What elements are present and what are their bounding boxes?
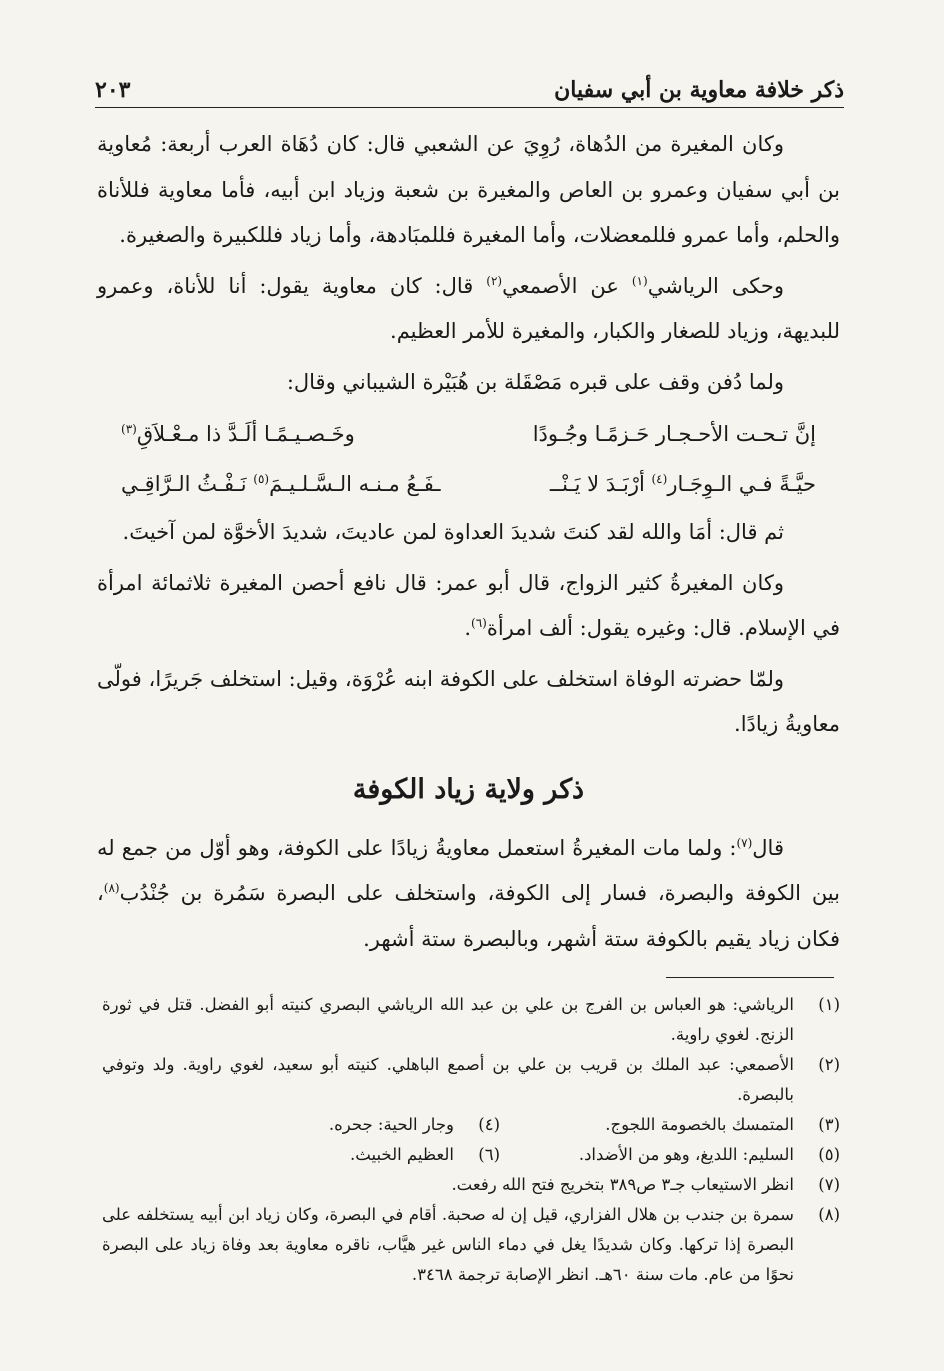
footnote-3 (500, 1110, 840, 1140)
paragraph-ziyad-c: ، فكان زياد يقيم بالكوفة ستة أشهر، وبالبصرة ستة أشهر. (97, 881, 840, 951)
footnote-ref-7[interactable]: (٧) (736, 835, 753, 850)
page-number: ٢٠٣ (95, 77, 131, 103)
running-title: ذكر خلافة معاوية بن أبي سفيان (554, 77, 844, 103)
paragraph-burial: ولما دُفن وقف على قبره مَصْقَلة بن هُبَيْرة الشيباني وقال: (286, 369, 784, 394)
footnote-ref-3[interactable]: (٣) (121, 422, 137, 437)
footnote-text: انظر الاستيعاب جـ٣ ص٣٨٩ بتخريج فتح الله رفعت. (451, 1175, 794, 1194)
paragraph-riyashi-a: وحكى الرياشي (647, 273, 784, 298)
footnote-number: (٥) (818, 1145, 840, 1164)
footnote-2 (102, 1050, 840, 1110)
footnote-text: الرياشي: هو العباس بن الفرج بن علي بن عبد الله الرياشي البصري كنيته أبو الفضل. قتل في ثورة الزنج. لغوي راوية. (102, 995, 795, 1044)
verse-2-second-hemistich (121, 462, 441, 508)
footnote-number: (٤) (478, 1115, 500, 1134)
section-title: ذكر ولاية زياد الكوفة (352, 773, 585, 805)
footnote-number: (١) (818, 995, 840, 1014)
paragraph-riyashi-c: قال: كان معاوية يقول: أنا للأناة، وعمرو للبديهة، وزياد للصغار والكبار، والمغيرة للأمر العظيم. (97, 273, 840, 343)
poem-verse-1 (121, 410, 816, 460)
footnote-separator (666, 977, 834, 978)
verse-1-second-text: وخَـصـيـمًـا ألَـدَّ ذا مـعْـلاَقِ (136, 422, 355, 447)
footnotes (102, 990, 840, 1290)
verse-1-first-hemistich: إنَّ تـحـت الأحـجـار حَـزمًـا وجُـودًا (532, 422, 816, 447)
footnote-text: العظيم الخبيث. (350, 1145, 454, 1164)
paragraph-death: ولمّا حضرته الوفاة استخلف على الكوفة ابنه عُرْوَة، وقيل: استخلف جَريرًا، فولّى معاويةُ زيادًا. (97, 666, 840, 736)
footnote-7 (102, 1170, 840, 1200)
footnote-text: سمرة بن جندب بن هلال الفزاري، قيل إن له صحبة. أقام في البصرة، وكان زياد ابن أبيه يستخلفه على البصرة إذا تركها. وكان شديدًا يغل في دماء الناس غير هيَّاب، ناقره معاوية بعد وفاة زياد على البصرة نحوًا من عام. مات سنة ٦٠هـ. انظر الإصابة ترجمة ٣٤٦٨. (102, 1205, 794, 1284)
footnote-8 (102, 1200, 840, 1290)
paragraph-ziyad (97, 826, 840, 963)
verse-2-first-text-b: أرْبَـدَ لا يَـنْــ (549, 472, 645, 497)
paragraph-duhat: وكان المغيرة من الدُهاة، رُوِيَ عن الشعبي قال: كان دُهَاة العرب أربعة: مُعاوية بن أبي سفيان وعمرو بن العاص والمغيرة بن شعبة وزياد ابن أبيه، فأما معاوية فللأناة والحلم، وأما عمرو فللمعضلات، وأما المغيرة فللمبَادهة، وأما زياد فللكبيرة والصغيرة. (97, 132, 840, 247)
footnote-ref-4[interactable]: (٤) (651, 472, 668, 487)
poem-verse-2 (121, 460, 816, 510)
footnote-4 (160, 1110, 500, 1140)
verse-1-second-hemistich (121, 412, 355, 458)
footnote-ref-1[interactable]: (١) (631, 273, 648, 288)
paragraph-ziyad-b: : ولما مات المغيرةُ استعمل معاويةُ زيادًا على الكوفة، وهو أوّل من جمع له بين الكوفة والبصرة، فسار إلى الكوفة، واستخلف على البصرة سَمُرة بن جُنْدُب (97, 835, 840, 905)
footnote-pair-3-4 (102, 1110, 840, 1140)
footnote-6 (160, 1140, 500, 1170)
footnote-1 (102, 990, 840, 1050)
footnote-number: (٧) (818, 1175, 840, 1194)
paragraph-marriage: وكان المغيرةُ كثير الزواج، قال أبو عمر: قال نافع أحصن المغيرة ثلاثمائة امرأة في الإسلام. قال: وغيره يقول: ألف امرأة$^{(٦)}$. (97, 570, 840, 640)
footnote-number: (٨) (818, 1205, 840, 1224)
verse-2-first-hemistich (550, 462, 816, 508)
footnote-ref-5[interactable]: (٥) (253, 472, 270, 487)
paragraph-ziyad-a: قال (752, 835, 784, 860)
footnote-text: الأصمعي: عبد الملك بن قريب بن علي بن أصمع الباهلي. كنيته أبو سعيد، لغوي راوية. ولد وتوفي بالبصرة. (102, 1055, 794, 1104)
poem (97, 410, 840, 510)
page-header (95, 68, 844, 108)
verse-2-first-text-a: حيَّـةً فـي الـوِجَـار (667, 472, 816, 497)
footnote-5 (500, 1140, 840, 1170)
paragraph-riyashi-b: عن الأصمعي (502, 273, 619, 298)
footnote-pair-5-6 (102, 1140, 840, 1170)
footnote-text: السليم: اللديغ، وهو من الأضداد. (578, 1145, 794, 1164)
paragraph-riyashi (97, 264, 840, 355)
verse-2-second-text-b: نَـفْـثُ الـرَّاقِـي (121, 472, 247, 497)
footnote-text: المتمسك بالخصومة اللجوج. (605, 1115, 794, 1134)
paragraph-enmity: ثم قال: أمَا والله لقد كنتَ شديدَ العداوة لمن عاديتَ، شديدَ الأخوَّة لمن آخيتَ. (122, 520, 784, 544)
footnote-ref-6[interactable]: (٦) (471, 616, 487, 630)
footnote-ref-2[interactable]: (٢) (486, 273, 503, 288)
footnote-number: (٦) (478, 1145, 500, 1164)
footnote-text: وجار الحية: جحره. (328, 1115, 454, 1134)
verse-2-second-text-a: ـفَـعُ مـنـه الـسَّـلـيـمَ (269, 472, 441, 497)
footnote-number: (٢) (818, 1055, 840, 1074)
paragraph-marriage-text: وكان المغيرةُ كثير الزواج، قال أبو عمر: قال نافع أحصن المغيرة ثلاثمائة امرأة في الإسلام. قال: وغيره يقول: ألف امرأة (97, 570, 840, 640)
main-text (97, 122, 840, 967)
footnote-ref-8[interactable]: (٨) (103, 881, 120, 895)
footnote-number: (٣) (818, 1115, 840, 1134)
